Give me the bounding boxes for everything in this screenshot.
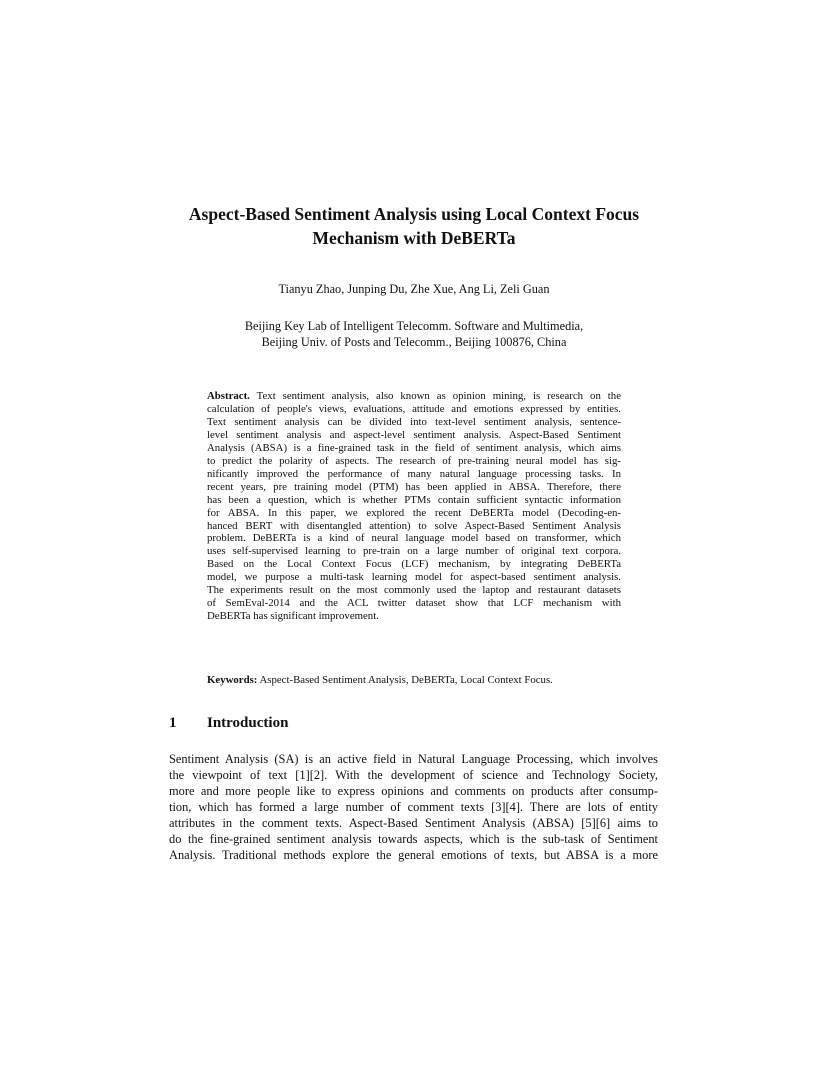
affiliation-line-2: Beijing Univ. of Posts and Telecomm., Beijing 100876, China bbox=[261, 335, 567, 349]
title-line-2: Mechanism with DeBERTa bbox=[312, 228, 516, 248]
abstract-line: level sentiment analysis and aspect-level sentiment analysis. Aspect-Based Sentiment bbox=[207, 428, 621, 441]
abstract-line: model, we purpose a multi-task learning model for aspect-based sentiment analysis. bbox=[207, 571, 621, 584]
paper-title bbox=[150, 202, 678, 250]
abstract-line: Analysis (ABSA) is a fine-grained task in the field of sentiment analysis, which aims bbox=[207, 441, 621, 454]
abstract-line: uses self-supervised learning to pre-train on a large number of original text corpora. bbox=[207, 545, 621, 558]
abstract-text: Text sentiment analysis, also known as opinion mining, is research on the bbox=[249, 390, 621, 402]
abstract-line: DeBERTa has significant improvement. bbox=[207, 610, 379, 623]
abstract-line: Text sentiment analysis can be divided into text-level sentiment analysis, sentence- bbox=[207, 415, 621, 428]
keywords-label: Keywords: bbox=[207, 674, 258, 686]
abstract-line: calculation of people's views, evaluations, attitude and emotions expressed by entities. bbox=[207, 402, 621, 415]
section-number: 1 bbox=[169, 715, 177, 731]
body-line: attributes in the comment texts. Aspect-Based Sentiment Analysis (ABSA) [5][6] aims to bbox=[169, 816, 658, 830]
body-line: Analysis. Traditional methods explore the general emotions of texts, but ABSA is a more bbox=[169, 848, 658, 862]
introduction-text bbox=[169, 751, 658, 863]
affiliation bbox=[150, 318, 678, 350]
section-title: Introduction bbox=[207, 715, 289, 731]
abstract-line: to predict the polarity of aspects. The research of pre-training neural model has sig- bbox=[207, 454, 621, 467]
affiliation-line-1: Beijing Key Lab of Intelligent Telecomm. Software and Multimedia, bbox=[244, 319, 584, 333]
abstract-line: of SemEval-2014 and the ACL twitter dataset show that LCF mechanism with bbox=[207, 597, 621, 610]
abstract bbox=[207, 390, 621, 623]
section-heading bbox=[169, 713, 288, 733]
abstract-line: has been a question, which is whether PTMs contain sufficient syntactic information bbox=[207, 493, 621, 506]
abstract-line: hanced BERT with disentangled attention) to solve Aspect-Based Sentiment Analysis bbox=[207, 519, 621, 532]
keywords-text: Aspect-Based Sentiment Analysis, DeBERTa, Local Context Focus. bbox=[257, 674, 553, 686]
abstract-line: recent years, pre training model (PTM) has been applied in ABSA. Therefore, there bbox=[207, 480, 621, 493]
abstract-line: for ABSA. In this paper, we explored the recent DeBERTa model (Decoding-en- bbox=[207, 506, 621, 519]
body-line: tion, which has formed a large number of comment texts [3][4]. There are lots of entity bbox=[169, 800, 658, 814]
body-line: the viewpoint of text [1][2]. With the development of science and Technology Society, bbox=[169, 768, 658, 782]
abstract-line: Based on the Local Context Focus (LCF) mechanism, by integrating DeBERTa bbox=[207, 558, 621, 571]
body-line: Sentiment Analysis (SA) is an active field in Natural Language Processing, which involves bbox=[169, 752, 658, 766]
body-line: more and more people like to express opinions and comments on products after consump- bbox=[169, 784, 658, 798]
abstract-label: Abstract. bbox=[207, 390, 250, 402]
abstract-line bbox=[207, 390, 621, 403]
title-line-1: Aspect-Based Sentiment Analysis using Local Context Focus bbox=[188, 204, 640, 224]
keywords bbox=[207, 674, 621, 687]
abstract-line: The experiments result on the most commonly used the laptop and restaurant datasets bbox=[207, 584, 621, 597]
abstract-line: nificantly improved the performance of many natural language processing tasks. In bbox=[207, 467, 621, 480]
body-line: do the fine-grained sentiment analysis towards aspects, which is the sub-task of Sentiment bbox=[169, 832, 658, 846]
abstract-line: problem. DeBERTa is a kind of neural language model based on transformer, which bbox=[207, 532, 621, 545]
author-list: Tianyu Zhao, Junping Du, Zhe Xue, Ang Li, Zeli Guan bbox=[278, 282, 550, 296]
